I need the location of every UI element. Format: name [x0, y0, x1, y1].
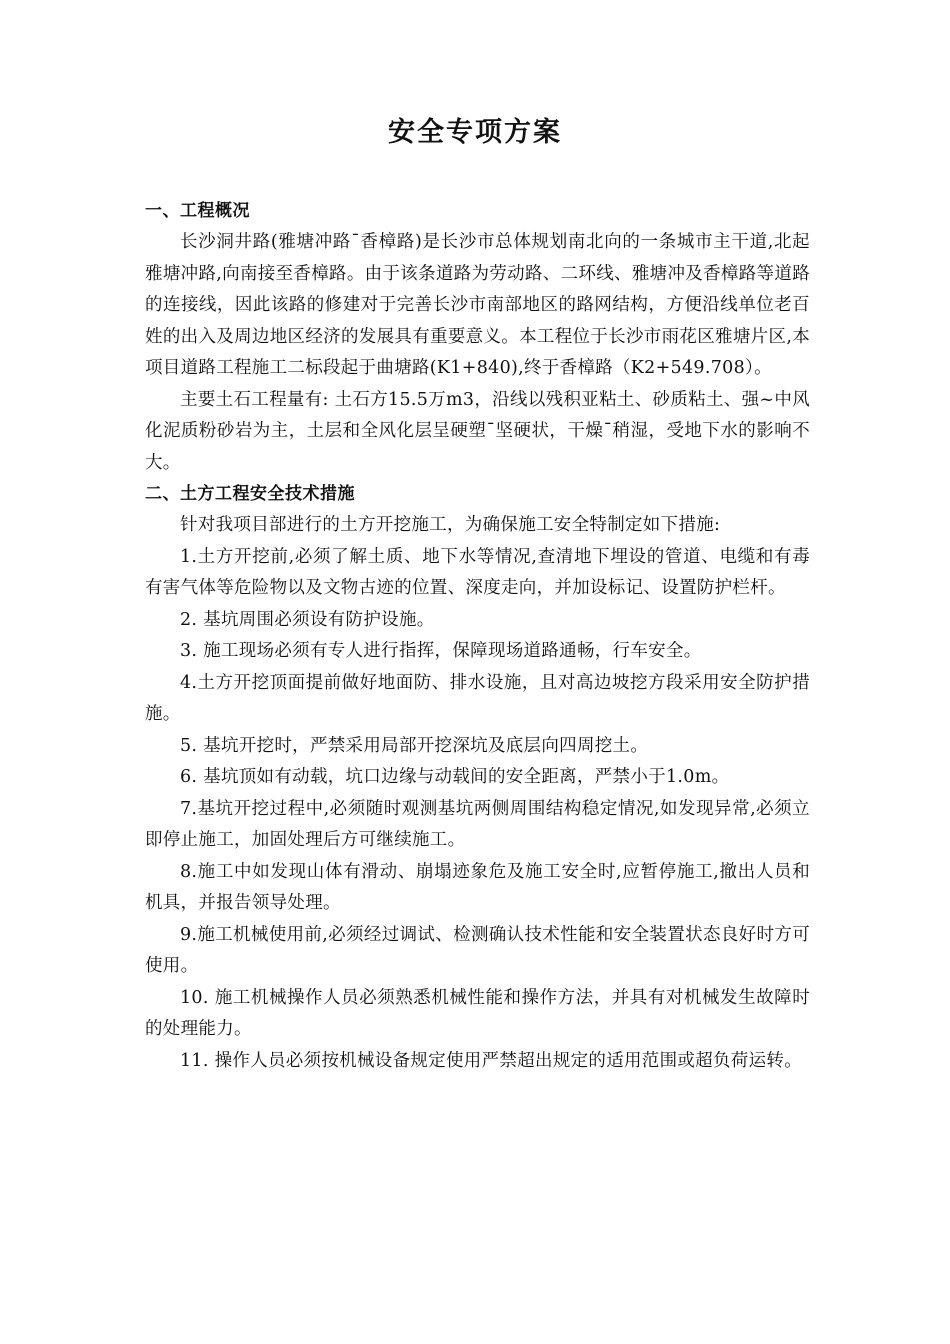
list-item: 11. 操作人员必须按机械设备规定使用严禁超出规定的适用范围或超负荷运转。	[180, 1050, 802, 1071]
document-body	[145, 196, 810, 1077]
list-item: 3. 施工现场必须有专人进行指挥，保障现场道路通畅，行车安全。	[180, 641, 702, 661]
list-item: 5. 基坑开挖时，严禁采用局部开挖深坑及底层向四周挖土。	[180, 735, 649, 756]
paragraph: 主要土石工程量有: 土石方15.5万m3，沿线以残积亚粘土、砂质粘土、强~中风化泥质粉砂岩为主，土层和全风化层呈硬塑¯坚硬状，干燥¯稍湿，受地下水的影响不大。	[145, 389, 810, 473]
document-title: 安全专项方案	[388, 117, 562, 148]
section-heading: 二、土方工程安全技术措施	[145, 484, 355, 504]
list-item: 10. 施工机械操作人员必须熟悉机械性能和操作方法，并具有对机械发生故障时的处理能力。	[145, 987, 810, 1039]
section-overview	[145, 196, 810, 479]
paragraph: 长沙洞井路(雅塘冲路¯香樟路)是长沙市总体规划南北向的一条城市主干道,北起雅塘冲路,向南接至香樟路。由于该条道路为劳动路、二环线、雅塘冲及香樟路等道路的连接线，因此该路的修建对于完善长沙市南部地区的路网结构，方便沿线单位老百姓的出入及周边地区经济的发展具有重要意义。本工程位于长沙市雨花区雅塘片区,本项目道路工程施工二标段起于曲塘路(K1+840),终于香樟路（K2+549.708）。	[145, 232, 810, 378]
list-item: 1.土方开挖前,必须了解土质、地下水等情况,查清地下埋设的管道、电缆和有毒有害气体等危险物以及文物古迹的位置、深度走向，并加设标记、设置防护栏杆。	[145, 546, 810, 598]
section-safety-measures	[145, 479, 810, 1077]
list-item: 8.施工中如发现山体有滑动、崩塌迹象危及施工安全时,应暂停施工,撤出人员和机具，并报告领导处理。	[145, 861, 810, 913]
list-item: 6. 基坑顶如有动载，坑口边缘与动载间的安全距离，严禁小于1.0m。	[180, 767, 730, 787]
section-heading: 一、工程概况	[145, 201, 250, 221]
list-item: 9.施工机械使用前,必须经过调试、检测确认技术性能和安全装置状态良好时方可使用。	[145, 924, 810, 976]
list-item: 7.基坑开挖过程中,必须随时观测基坑两侧周围结构稳定情况,如发现异常,必须立即停止施工，加固处理后方可继续施工。	[145, 798, 810, 850]
list-item: 2. 基坑周围必须设有防护设施。	[180, 609, 435, 630]
list-item: 4.土方开挖顶面提前做好地面防、排水设施，且对高边坡挖方段采用安全防护措施。	[145, 672, 810, 724]
paragraph: 针对我项目部进行的土方开挖施工，为确保施工安全特制定如下措施:	[180, 515, 721, 535]
